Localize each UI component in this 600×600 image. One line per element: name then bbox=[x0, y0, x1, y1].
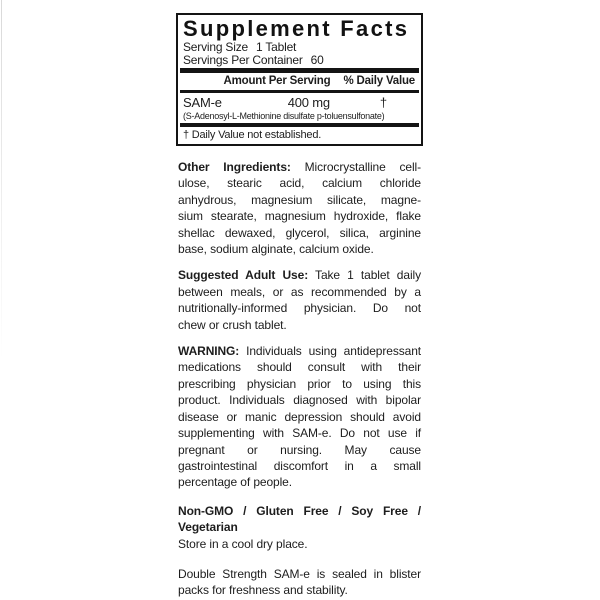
paragraph-other-ingredients bbox=[178, 159, 421, 257]
text-line: supplementing with SAM-e. Do not use if bbox=[178, 426, 421, 441]
paragraph-suggested-use bbox=[178, 267, 421, 333]
serving-size-line bbox=[183, 41, 416, 53]
text-line: shellac dewaxed, glycerol, silica, arginine bbox=[178, 225, 421, 240]
text-line: gastrointestinal discomfort in a small bbox=[178, 458, 421, 473]
text-line: Non-GMO / Gluten Free / Soy Free / bbox=[178, 503, 421, 518]
amount-per-serving-header: Amount Per Serving bbox=[223, 75, 331, 87]
text-line: disease or manic depression should avoid bbox=[178, 409, 421, 424]
text-line: anhydrous, magnesium silicate, magne- bbox=[178, 192, 421, 207]
percent-daily-value-header: % Daily Value bbox=[343, 75, 415, 87]
text-line: Vegetarian bbox=[178, 520, 238, 535]
text-line: percentage of people. bbox=[178, 475, 292, 490]
text-line: Store in a cool dry place. bbox=[178, 536, 308, 551]
servings-per-container-label: Servings Per Container bbox=[183, 53, 303, 67]
text-line: chew or crush tablet. bbox=[178, 317, 287, 332]
nutrient-row bbox=[183, 93, 416, 109]
panel-column-header bbox=[183, 73, 416, 90]
text-line: between meals, or as recommended by a bbox=[178, 284, 421, 299]
servings-per-container-value: 60 bbox=[310, 53, 324, 67]
text-line: sium stearate, magnesium hydroxide, flake bbox=[178, 209, 421, 224]
paragraph-double-strength bbox=[178, 566, 421, 599]
paragraph-non-gmo bbox=[178, 503, 421, 536]
nutrient-daily-value: † bbox=[379, 95, 387, 110]
text-line: base, sodium alginate, calcium oxide. bbox=[178, 242, 374, 257]
serving-size-value: 1 Tablet bbox=[255, 40, 297, 54]
text-line: product. Individuals diagnosed with bipolar bbox=[178, 393, 421, 408]
supplement-label bbox=[176, 13, 423, 599]
label-text-sections bbox=[176, 159, 421, 599]
image-edge-artifact bbox=[1, 0, 2, 360]
supplement-facts-title: Supplement Facts bbox=[183, 16, 410, 41]
text-line: Other Ingredients: Microcrystalline cell- bbox=[178, 160, 421, 174]
paragraph-storage bbox=[178, 536, 421, 552]
nutrient-name: SAM-e bbox=[183, 95, 222, 110]
servings-per-container-line bbox=[183, 54, 416, 66]
supplement-facts-panel bbox=[176, 13, 423, 146]
text-line: nutritionally-informed physician. Do not bbox=[178, 301, 421, 316]
text-line: packs for freshness and stability. bbox=[178, 583, 348, 598]
nutrient-chemical-name: (S-Adenosyl-L-Methionine disulfate p-toluensulfonate) bbox=[183, 111, 385, 121]
text-line: ulose, stearic acid, calcium chloride bbox=[178, 176, 421, 191]
text-line: Double Strength SAM-e is sealed in blister bbox=[178, 566, 421, 581]
serving-size-label: Serving Size bbox=[183, 40, 248, 54]
daily-value-footnote: † Daily Value not established. bbox=[183, 129, 322, 141]
text-line: Suggested Adult Use: Take 1 tablet daily bbox=[178, 268, 421, 283]
paragraph-warning bbox=[178, 343, 421, 491]
text-line: pregnant or nursing. May cause bbox=[178, 442, 421, 457]
text-line: prescribing physician prior to using this bbox=[178, 376, 421, 391]
text-line: WARNING: Individuals using antidepressant bbox=[178, 344, 421, 359]
nutrient-amount: 400 mg bbox=[287, 95, 330, 110]
text-line: medications should consult with their bbox=[178, 360, 421, 375]
